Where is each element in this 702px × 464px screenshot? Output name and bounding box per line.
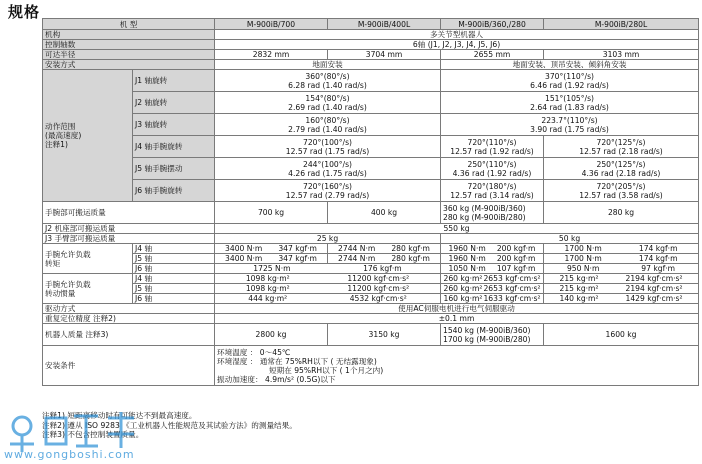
footnotes: [42, 411, 297, 440]
moment-value: 3400 N·m 347 kgf·m: [215, 254, 328, 264]
motion-value: 370°(110°/s) 6.46 rad (1.92 rad/s): [441, 70, 699, 92]
header-model-280l: M-900iB/280L: [544, 19, 699, 30]
motion-value: 720°(205°/s) 12.57 rad (3.58 rad/s): [544, 180, 699, 202]
page-title: 规格: [8, 3, 41, 21]
motion-row: [43, 92, 699, 114]
moment-value: 1725 N·m 176 kgf·m: [215, 264, 441, 274]
header-model-360-280: M-900iB/360,/280: [441, 19, 544, 30]
footnote: 注释1) 短距离移动时有可能达不到最高速度。: [42, 411, 197, 420]
motion-row: [43, 180, 699, 202]
motion-value: 151°(105°/s) 2.64 rad (1.83 rad/s): [441, 92, 699, 114]
drive-label: 驱动方式: [43, 304, 215, 314]
reach-value: 3704 mm: [328, 50, 441, 60]
inertia-value: 1098 kg·m² 11200 kgf·cm·s²: [215, 284, 441, 294]
motion-value: 720°(160°/s) 12.57 rad (2.79 rad/s): [215, 180, 441, 202]
motion-value: 720°(180°/s) 12.57 rad (3.14 rad/s): [441, 180, 544, 202]
wrist-payload-value: 700 kg: [215, 202, 328, 224]
moment-axis: J5 轴: [133, 254, 215, 264]
reach-label: 可达半径: [43, 50, 215, 60]
moment-label: 手腕允许负载 转矩: [43, 244, 133, 274]
motion-label: [43, 70, 133, 202]
mounting-row: [43, 60, 699, 70]
mounting-value: 地面安装、顶吊安装、倾斜角安装: [441, 60, 699, 70]
footnote: 注释3) 不包含控制装置质量。: [42, 430, 144, 439]
moment-axis: J6 轴: [133, 264, 215, 274]
inertia-value: 444 kg·m² 4532 kgf·cm·s²: [215, 294, 441, 304]
drive-row: [43, 304, 699, 314]
motion-row: [43, 158, 699, 180]
install-row: [43, 346, 699, 386]
j3-payload-label: J3 手臂部可搬运质量: [43, 234, 215, 244]
motion-value: 154°(80°/s) 2.69 rad (1.40 rad/s): [215, 92, 441, 114]
motion-axis: J2 轴旋转: [133, 92, 215, 114]
watermark-url: www.gongboshi.com: [4, 448, 135, 461]
reach-value: 2655 mm: [441, 50, 544, 60]
inertia-row: [43, 274, 699, 284]
axes-value: 6轴 (J1, J2, J3, J4, J5, J6): [215, 40, 699, 50]
inertia-value: 140 kg·m² 1429 kgf·cm·s²: [544, 294, 699, 304]
moment-value: 950 N·m 97 kgf·m: [544, 264, 699, 274]
j2-payload-row: [43, 224, 699, 234]
axes-row: [43, 40, 699, 50]
header-row: [43, 19, 699, 30]
motion-label-line: 注释1): [45, 140, 68, 149]
mass-label: 机器人质量 注释3): [43, 324, 215, 346]
motion-row: [43, 70, 699, 92]
inertia-axis: J6 轴: [133, 294, 215, 304]
wrist-payload-value: 400 kg: [328, 202, 441, 224]
j2-payload-value: 550 kg: [215, 224, 699, 234]
moment-value: 2744 N·m 280 kgf·m: [328, 244, 441, 254]
wrist-payload-label: 手腕部可搬运质量: [43, 202, 215, 224]
repeatability-label: 重复定位精度 注释2): [43, 314, 215, 324]
inertia-axis: J5 轴: [133, 284, 215, 294]
inertia-value: 1098 kg·m² 11200 kgf·cm·s²: [215, 274, 441, 284]
j3-payload-row: [43, 234, 699, 244]
spec-table: [42, 18, 699, 386]
wrist-payload-value: 360 kg (M-900iB/360) 280 kg (M-900iB/280): [441, 202, 544, 224]
moment-value: 1700 N·m 174 kgf·m: [544, 244, 699, 254]
motion-value: 720°(100°/s) 12.57 rad (1.75 rad/s): [215, 136, 441, 158]
reach-value: 2832 mm: [215, 50, 328, 60]
mechanism-value: 多关节型机器人: [215, 30, 699, 40]
motion-value: 360°(80°/s) 6.28 rad (1.40 rad/s): [215, 70, 441, 92]
wrist-payload-row: [43, 202, 699, 224]
repeatability-row: [43, 314, 699, 324]
inertia-row: [43, 294, 699, 304]
inertia-value: 260 kg·m² 2653 kgf·cm·s²: [441, 284, 544, 294]
moment-row: [43, 264, 699, 274]
reach-value: 3103 mm: [544, 50, 699, 60]
motion-value: 720°(125°/s) 12.57 rad (2.18 rad/s): [544, 136, 699, 158]
header-model-400l: M-900iB/400L: [328, 19, 441, 30]
motion-axis: J3 轴旋转: [133, 114, 215, 136]
inertia-label: 手腕允许负载 转动惯量: [43, 274, 133, 304]
moment-value: 1700 N·m 174 kgf·m: [544, 254, 699, 264]
motion-row: [43, 136, 699, 158]
mass-value: 1540 kg (M-900iB/360) 1700 kg (M-900iB/280): [441, 324, 544, 346]
mass-row: [43, 324, 699, 346]
motion-label-line: (最高速度): [45, 131, 82, 140]
motion-value: 223.7°(110°/s) 3.90 rad (1.75 rad/s): [441, 114, 699, 136]
reach-row: [43, 50, 699, 60]
axes-label: 控制轴数: [43, 40, 215, 50]
wrist-payload-value: 280 kg: [544, 202, 699, 224]
moment-value: 2744 N·m 280 kgf·m: [328, 254, 441, 264]
mounting-label: 安装方式: [43, 60, 215, 70]
mass-value: 1600 kg: [544, 324, 699, 346]
motion-axis: J1 轴旋转: [133, 70, 215, 92]
motion-axis: J6 轴手腕旋转: [133, 180, 215, 202]
mechanism-label: 机构: [43, 30, 215, 40]
j3-payload-value: 50 kg: [441, 234, 699, 244]
mechanism-row: [43, 30, 699, 40]
moment-value: 1960 N·m 200 kgf·m: [441, 244, 544, 254]
motion-row: [43, 114, 699, 136]
moment-axis: J4 轴: [133, 244, 215, 254]
inertia-value: 260 kg·m² 2653 kgf·cm·s²: [441, 274, 544, 284]
motion-value: 250°(125°/s) 4.36 rad (2.18 rad/s): [544, 158, 699, 180]
inertia-value: 160 kg·m² 1633 kgf·cm·s²: [441, 294, 544, 304]
header-model-700: M-900iB/700: [215, 19, 328, 30]
install-conditions: 环境温度 ： 0～45℃ 环境湿度 ： 通常在 75%RH以下 ( 无结露现象) 短期在 95%RH以下 ( 1个月之内) 振动加速度： 4.9m/s² (0.5G)以下: [215, 346, 544, 386]
inertia-value: 215 kg·m² 2194 kgf·cm·s²: [544, 284, 699, 294]
mass-value: 3150 kg: [328, 324, 441, 346]
mass-value: 2800 kg: [215, 324, 328, 346]
moment-row: [43, 244, 699, 254]
motion-value: 160°(80°/s) 2.79 rad (1.40 rad/s): [215, 114, 441, 136]
header-model-label: 机 型: [43, 19, 215, 30]
mounting-value: 地面安装: [215, 60, 441, 70]
repeatability-value: ±0.1 mm: [215, 314, 699, 324]
j3-payload-value: 25 kg: [215, 234, 441, 244]
j2-payload-label: J2 机座部可搬运质量: [43, 224, 215, 234]
moment-value: 1050 N·m 107 kgf·m: [441, 264, 544, 274]
motion-axis: J5 轴手腕摆动: [133, 158, 215, 180]
install-label: 安装条件: [43, 346, 215, 386]
motion-label-line: 动作范围: [45, 122, 76, 131]
motion-value: 250°(110°/s) 4.36 rad (1.92 rad/s): [441, 158, 544, 180]
moment-value: 3400 N·m 347 kgf·m: [215, 244, 328, 254]
inertia-value: 215 kg·m² 2194 kgf·cm·s²: [544, 274, 699, 284]
inertia-row: [43, 284, 699, 294]
footnote: 注释2) 遵从 ISO 9283 《工业机器人性能规范及其试验方法》的测量结果。: [42, 420, 297, 430]
motion-value: 720°(110°/s) 12.57 rad (1.92 rad/s): [441, 136, 544, 158]
moment-value: 1960 N·m 200 kgf·m: [441, 254, 544, 264]
inertia-axis: J4 轴: [133, 274, 215, 284]
moment-row: [43, 254, 699, 264]
install-blank: [544, 346, 699, 386]
motion-axis: J4 轴手腕旋转: [133, 136, 215, 158]
motion-value: 244°(100°/s) 4.26 rad (1.75 rad/s): [215, 158, 441, 180]
drive-value: 使用AC伺服电机进行电气伺服驱动: [215, 304, 699, 314]
